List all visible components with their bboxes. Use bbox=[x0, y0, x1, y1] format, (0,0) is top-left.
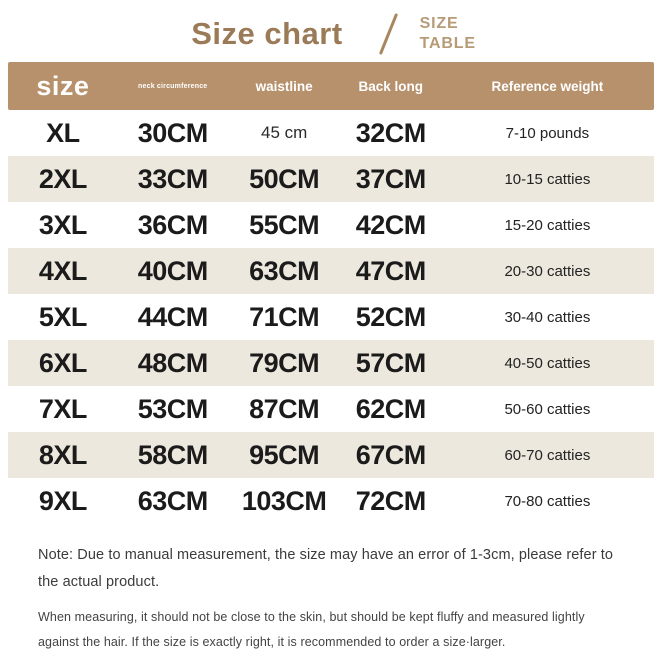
waist-value: 45 cm bbox=[261, 123, 308, 142]
size-value: 3XL bbox=[38, 209, 87, 240]
table-row bbox=[8, 202, 654, 248]
table-row bbox=[8, 386, 654, 432]
page-title: Size chart bbox=[191, 16, 343, 51]
notes-section bbox=[38, 542, 637, 656]
back-value: 37CM bbox=[355, 163, 426, 194]
weight-value: 60-70 catties bbox=[504, 446, 591, 464]
neck-value: 33CM bbox=[137, 163, 208, 194]
table-row bbox=[8, 156, 654, 202]
table-header-row bbox=[8, 62, 654, 110]
weight-value: 10-15 catties bbox=[504, 170, 591, 188]
table-row bbox=[8, 248, 654, 294]
size-value: 4XL bbox=[38, 255, 87, 286]
back-value: 72CM bbox=[355, 485, 426, 516]
weight-value: 50-60 catties bbox=[504, 400, 591, 418]
neck-value: 36CM bbox=[137, 209, 208, 240]
subtitle-line-top: SIZE bbox=[419, 15, 459, 33]
neck-value: 44CM bbox=[137, 301, 208, 332]
back-value: 67CM bbox=[355, 439, 426, 470]
waist-value: 50CM bbox=[249, 163, 320, 194]
back-value: 47CM bbox=[355, 255, 426, 286]
header-neck-circumference: neck circumference bbox=[138, 82, 208, 90]
size-value: 9XL bbox=[38, 485, 87, 516]
size-value: 7XL bbox=[38, 393, 87, 424]
neck-value: 40CM bbox=[137, 255, 208, 286]
table-row bbox=[8, 340, 654, 386]
weight-value: 30-40 catties bbox=[504, 308, 591, 326]
subtitle-line-bottom: TABLE bbox=[419, 35, 476, 52]
back-value: 52CM bbox=[355, 301, 426, 332]
table-row bbox=[8, 110, 654, 156]
neck-value: 53CM bbox=[137, 393, 208, 424]
neck-value: 30CM bbox=[137, 117, 208, 148]
back-value: 32CM bbox=[355, 117, 426, 148]
header-back-long: Back long bbox=[358, 78, 423, 94]
size-value: 8XL bbox=[38, 439, 87, 470]
table-row bbox=[8, 432, 654, 478]
note-measuring-advice: When measuring, it should not be close to the skin, but should be kept fluffy and measured lightly against the hair. If the size is exactly right, it is recommended to order a size·larger. bbox=[38, 609, 585, 650]
header-size: size bbox=[36, 70, 90, 101]
neck-value: 48CM bbox=[137, 347, 208, 378]
waist-value: 71CM bbox=[249, 301, 320, 332]
waist-value: 63CM bbox=[249, 255, 320, 286]
waist-value: 79CM bbox=[249, 347, 320, 378]
weight-value: 40-50 catties bbox=[504, 354, 591, 372]
back-value: 57CM bbox=[355, 347, 426, 378]
weight-value: 70-80 catties bbox=[504, 492, 591, 510]
neck-value: 58CM bbox=[137, 439, 208, 470]
note-measurement-error: Note: Due to manual measurement, the size may have an error of 1-3cm, please refer to the actual product. bbox=[38, 547, 614, 590]
weight-value: 20-30 catties bbox=[504, 262, 591, 280]
table-row bbox=[8, 294, 654, 340]
size-value: XL bbox=[46, 117, 80, 148]
waist-value: 103CM bbox=[241, 485, 327, 516]
weight-value: 15-20 catties bbox=[504, 216, 591, 234]
size-value: 5XL bbox=[38, 301, 87, 332]
title-bar bbox=[0, 0, 667, 62]
back-value: 62CM bbox=[355, 393, 426, 424]
waist-value: 87CM bbox=[249, 393, 320, 424]
page-subtitle bbox=[420, 14, 476, 53]
table-row bbox=[8, 478, 654, 524]
slash-divider-icon bbox=[379, 13, 398, 55]
back-value: 42CM bbox=[355, 209, 426, 240]
size-table bbox=[8, 62, 654, 524]
header-reference-weight: Reference weight bbox=[491, 78, 604, 94]
waist-value: 55CM bbox=[249, 209, 320, 240]
neck-value: 63CM bbox=[137, 485, 208, 516]
header-waistline: waistline bbox=[255, 78, 313, 94]
size-value: 2XL bbox=[38, 163, 87, 194]
weight-value: 7-10 pounds bbox=[505, 124, 590, 142]
waist-value: 95CM bbox=[249, 439, 320, 470]
size-value: 6XL bbox=[38, 347, 87, 378]
